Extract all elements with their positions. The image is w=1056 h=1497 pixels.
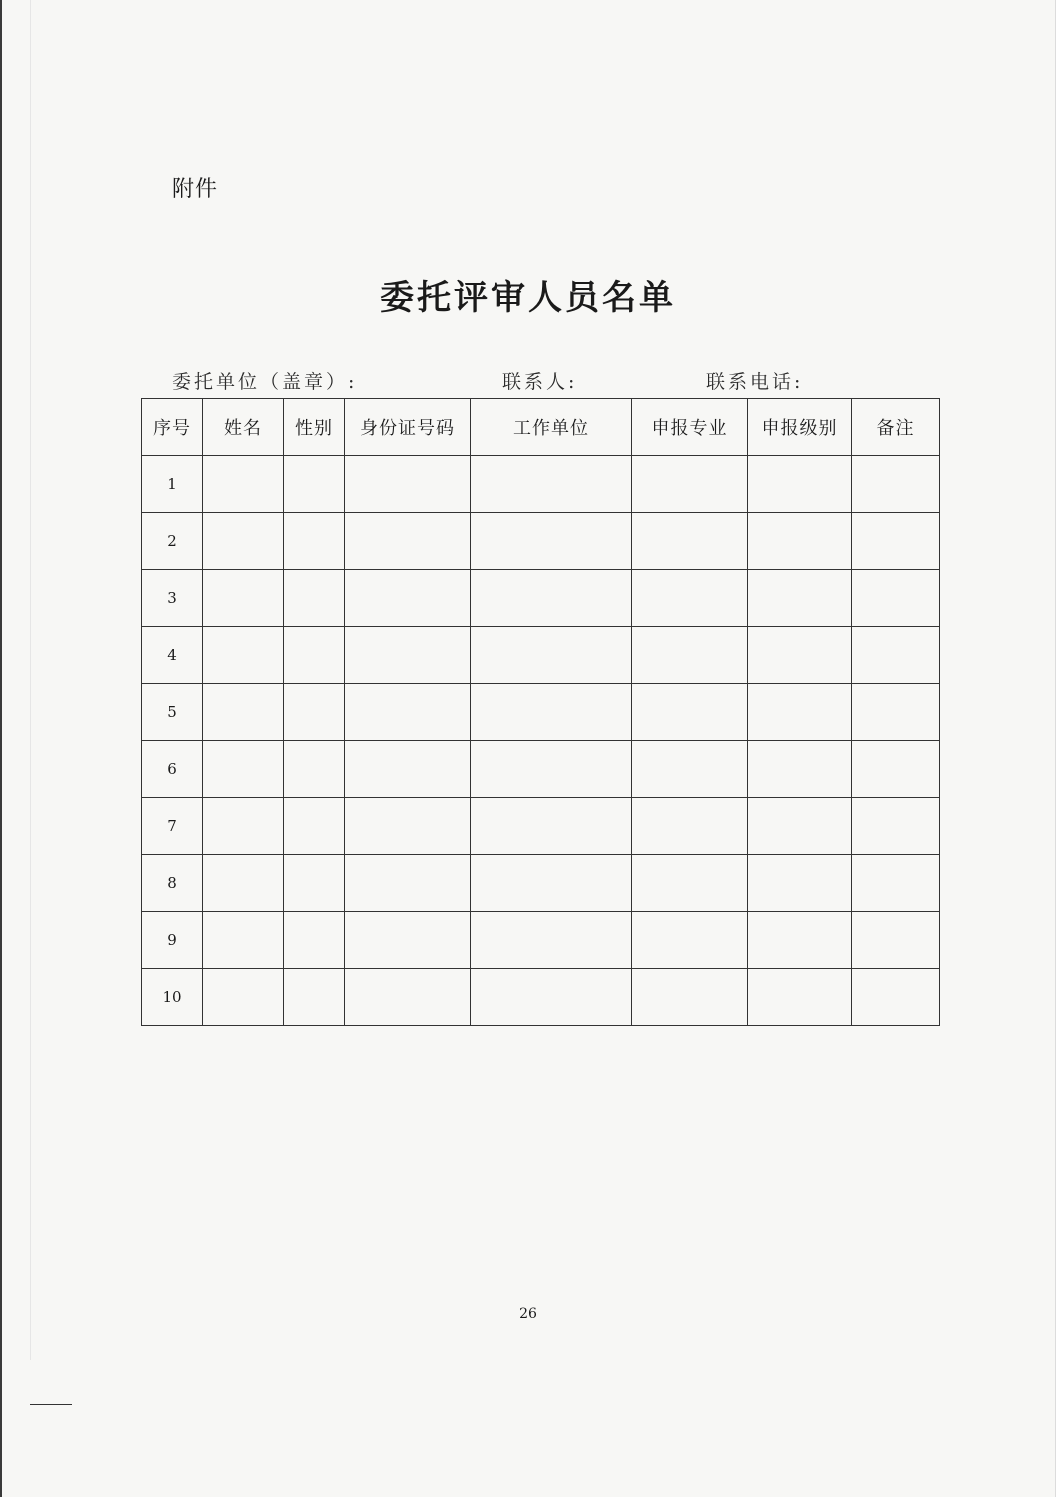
cell-remarks[interactable] [852, 741, 940, 798]
cell-remarks[interactable] [852, 570, 940, 627]
contact-person-label: 联系人: [502, 371, 578, 393]
cell-declared-specialty[interactable] [632, 627, 748, 684]
cell-id-number[interactable] [345, 456, 471, 513]
cell-work-unit[interactable] [471, 513, 632, 570]
cell-declared-specialty[interactable] [632, 684, 748, 741]
cell-work-unit[interactable] [471, 798, 632, 855]
header-declared-specialty: 申报专业 [632, 399, 748, 456]
cell-gender[interactable] [284, 741, 345, 798]
page-left-edge [0, 0, 2, 1497]
cell-declared-specialty[interactable] [632, 513, 748, 570]
cell-name[interactable] [203, 855, 284, 912]
cell-work-unit[interactable] [471, 627, 632, 684]
table-header-row [142, 399, 940, 456]
cell-work-unit[interactable] [471, 456, 632, 513]
cell-id-number[interactable] [345, 684, 471, 741]
cell-remarks[interactable] [852, 912, 940, 969]
cell-remarks[interactable] [852, 798, 940, 855]
cell-remarks[interactable] [852, 684, 940, 741]
header-name: 姓名 [203, 399, 284, 456]
cell-serial-number: 1 [142, 456, 203, 513]
cell-id-number[interactable] [345, 912, 471, 969]
cell-name[interactable] [203, 912, 284, 969]
cell-serial-number: 2 [142, 513, 203, 570]
cell-work-unit[interactable] [471, 912, 632, 969]
cell-declared-level[interactable] [748, 912, 852, 969]
scan-margin-line [30, 0, 31, 1360]
cell-remarks[interactable] [852, 513, 940, 570]
header-declared-level: 申报级别 [748, 399, 852, 456]
cell-declared-specialty[interactable] [632, 912, 748, 969]
cell-gender[interactable] [284, 969, 345, 1026]
table-row [142, 969, 940, 1026]
cell-gender[interactable] [284, 798, 345, 855]
cell-gender[interactable] [284, 912, 345, 969]
header-serial-number: 序号 [142, 399, 203, 456]
table-row [142, 570, 940, 627]
table-row [142, 912, 940, 969]
page-number: 26 [519, 1306, 537, 1322]
cell-id-number[interactable] [345, 741, 471, 798]
table-row [142, 684, 940, 741]
cell-declared-level[interactable] [748, 855, 852, 912]
cell-declared-level[interactable] [748, 627, 852, 684]
cell-declared-level[interactable] [748, 741, 852, 798]
attachment-label: 附件 [172, 177, 219, 202]
cell-id-number[interactable] [345, 969, 471, 1026]
cell-remarks[interactable] [852, 855, 940, 912]
cell-name[interactable] [203, 627, 284, 684]
table-row [142, 741, 940, 798]
cell-id-number[interactable] [345, 627, 471, 684]
cell-serial-number: 9 [142, 912, 203, 969]
cell-name[interactable] [203, 570, 284, 627]
cell-name[interactable] [203, 741, 284, 798]
cell-declared-specialty[interactable] [632, 969, 748, 1026]
cell-name[interactable] [203, 684, 284, 741]
cell-serial-number: 3 [142, 570, 203, 627]
table-row [142, 798, 940, 855]
cell-name[interactable] [203, 513, 284, 570]
cell-name[interactable] [203, 969, 284, 1026]
cell-declared-specialty[interactable] [632, 855, 748, 912]
cell-work-unit[interactable] [471, 741, 632, 798]
cell-declared-specialty[interactable] [632, 456, 748, 513]
cell-declared-level[interactable] [748, 570, 852, 627]
reviewer-roster-table [141, 398, 940, 1026]
cell-gender[interactable] [284, 627, 345, 684]
cell-work-unit[interactable] [471, 684, 632, 741]
cell-declared-specialty[interactable] [632, 798, 748, 855]
cell-declared-level[interactable] [748, 456, 852, 513]
cell-remarks[interactable] [852, 627, 940, 684]
header-gender: 性别 [284, 399, 345, 456]
cell-serial-number: 10 [142, 969, 203, 1026]
delegating-unit-label: 委托单位（盖章）: [172, 371, 358, 393]
cell-serial-number: 7 [142, 798, 203, 855]
contact-phone-label: 联系电话: [706, 371, 804, 393]
cell-gender[interactable] [284, 513, 345, 570]
cell-declared-level[interactable] [748, 798, 852, 855]
cell-declared-level[interactable] [748, 684, 852, 741]
cell-name[interactable] [203, 798, 284, 855]
cell-work-unit[interactable] [471, 855, 632, 912]
cell-declared-specialty[interactable] [632, 570, 748, 627]
cell-work-unit[interactable] [471, 969, 632, 1026]
cell-id-number[interactable] [345, 798, 471, 855]
cell-id-number[interactable] [345, 570, 471, 627]
cell-gender[interactable] [284, 684, 345, 741]
cell-declared-level[interactable] [748, 969, 852, 1026]
cell-gender[interactable] [284, 456, 345, 513]
cell-serial-number: 8 [142, 855, 203, 912]
cell-work-unit[interactable] [471, 570, 632, 627]
cell-gender[interactable] [284, 855, 345, 912]
header-remarks: 备注 [852, 399, 940, 456]
cell-id-number[interactable] [345, 513, 471, 570]
header-work-unit: 工作单位 [471, 399, 632, 456]
cell-serial-number: 5 [142, 684, 203, 741]
table-row [142, 513, 940, 570]
cell-serial-number: 6 [142, 741, 203, 798]
table-row [142, 456, 940, 513]
cell-serial-number: 4 [142, 627, 203, 684]
document-title: 委托评审人员名单 [380, 278, 676, 318]
cell-id-number[interactable] [345, 855, 471, 912]
corner-mark [30, 1404, 72, 1405]
cell-name[interactable] [203, 456, 284, 513]
cell-gender[interactable] [284, 570, 345, 627]
cell-remarks[interactable] [852, 456, 940, 513]
table-row [142, 855, 940, 912]
header-id-number: 身份证号码 [345, 399, 471, 456]
cell-declared-specialty[interactable] [632, 741, 748, 798]
table-row [142, 627, 940, 684]
cell-remarks[interactable] [852, 969, 940, 1026]
cell-declared-level[interactable] [748, 513, 852, 570]
